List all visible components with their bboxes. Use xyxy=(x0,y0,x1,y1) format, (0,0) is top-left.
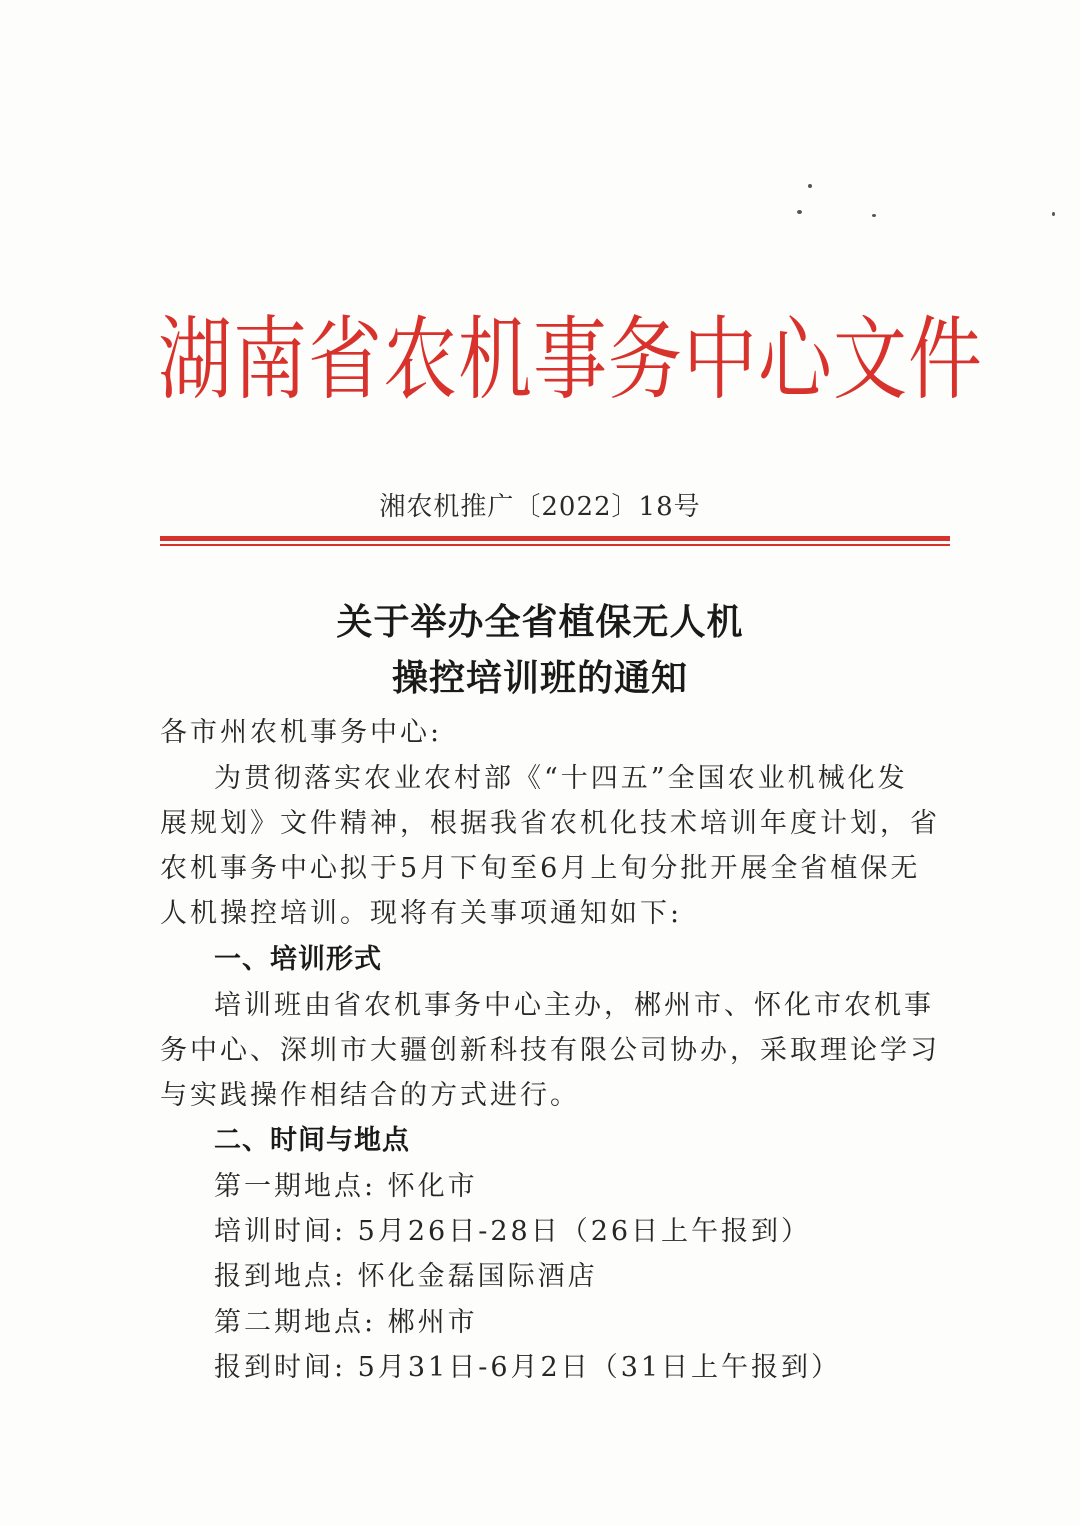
header-divider xyxy=(160,536,950,541)
section2-line-4: 第二期地点: 郴州市 xyxy=(214,1307,478,1338)
section1-line-3: 与实践操作相结合的方式进行。 xyxy=(160,1080,580,1111)
section2-heading: 二、时间与地点 xyxy=(214,1125,410,1156)
notice-title-line1: 关于举办全省植保无人机 xyxy=(336,601,744,643)
scan-speck xyxy=(808,184,812,188)
section2-line-5: 报到时间: 5月31日-6月2日（31日上午报到） xyxy=(214,1352,842,1383)
scan-speck xyxy=(797,210,802,214)
section1-line-1: 培训班由省农机事务中心主办，郴州市、怀化市农机事 xyxy=(214,990,934,1021)
header-divider-thin xyxy=(160,544,950,546)
notice-title-line2: 操控培训班的通知 xyxy=(391,657,688,699)
intro-line-1: 为贯彻落实农业农村部《“十四五”全国农业机械化发 xyxy=(214,763,908,794)
document-number: 湘农机推广〔2022〕18号 xyxy=(379,492,701,522)
section2-line-3: 报到地点: 怀化金磊国际酒店 xyxy=(214,1261,598,1292)
intro-line-4: 人机操控培训。现将有关事项通知如下: xyxy=(160,898,683,929)
scan-speck xyxy=(1052,212,1055,216)
section2-line-2: 培训时间: 5月26日-28日（26日上午报到） xyxy=(214,1216,812,1247)
salutation: 各市州农机事务中心: xyxy=(160,717,443,748)
section1-line-2: 务中心、深圳市大疆创新科技有限公司协办，采取理论学习 xyxy=(160,1035,940,1066)
agency-title: 湖南省农机事务中心文件 xyxy=(158,307,983,413)
section1-heading: 一、培训形式 xyxy=(214,944,382,975)
scan-speck xyxy=(872,214,876,217)
section2-line-1: 第一期地点: 怀化市 xyxy=(214,1171,478,1202)
intro-line-3: 农机事务中心拟于5月下旬至6月上旬分批开展全省植保无 xyxy=(160,853,921,884)
intro-line-2: 展规划》文件精神，根据我省农机化技术培训年度计划，省 xyxy=(160,808,940,839)
